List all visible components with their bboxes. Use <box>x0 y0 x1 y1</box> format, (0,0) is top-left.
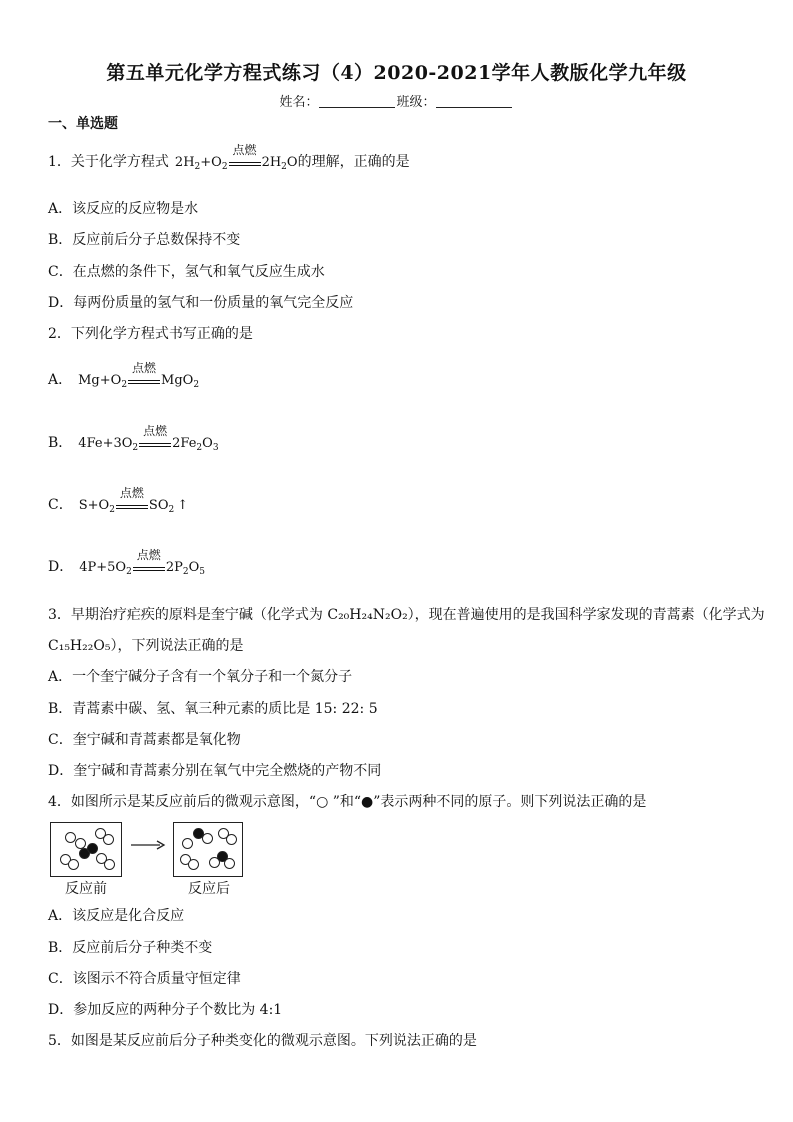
q1-option-a[interactable]: A．该反应的反应物是水 <box>48 201 199 217</box>
q4-option-d[interactable]: D．参加反应的两种分子个数比为 4:1 <box>48 1002 283 1018</box>
q3-stem-line1: 3．早期治疗疟疾的原料是奎宁碱（化学式为 C₂₀H₂₄N₂O₂），现在普遍使用的是我国科学家发现的青蒿素（化学式为 <box>48 607 765 623</box>
class-label: 班级： <box>396 95 436 110</box>
reaction-condition: 点燃 <box>116 498 148 509</box>
q3-stem-line2: C₁₅H₂₂O₅），下列说法正确的是 <box>48 638 244 654</box>
before-reaction-diagram <box>50 822 122 877</box>
reaction-arrow-icon <box>130 838 166 852</box>
reaction-condition: 点燃 <box>133 560 165 571</box>
q5-stem: 5．如图是某反应前后分子种类变化的微观示意图。下列说法正确的是 <box>48 1033 477 1049</box>
name-label: 姓名： <box>279 95 319 110</box>
reaction-condition: 点燃 <box>229 155 261 166</box>
class-blank[interactable] <box>436 95 512 108</box>
q2-option-a[interactable]: A． $Mg+O_2$ 点燃 MgO$_2$ <box>48 361 200 390</box>
page-title: 第五单元化学方程式练习（4）2020-2021学年人教版化学九年级 <box>106 62 687 84</box>
white-atom <box>182 838 193 849</box>
q3-option-b[interactable]: B．青蒿素中碳、氢、氧三种元素的质比是 15: 22: 5 <box>48 701 378 717</box>
reaction-condition: 点燃 <box>139 436 171 447</box>
q1-option-c[interactable]: C．在点燃的条件下，氢气和氧气反应生成水 <box>48 264 325 280</box>
q2-option-c[interactable]: C． $S+O_2$ 点燃 $SO_2$ ↑ <box>48 486 189 515</box>
q1-option-b[interactable]: B．反应前后分子总数保持不变 <box>48 232 241 248</box>
q3-option-a[interactable]: A．一个奎宁碱分子含有一个氧分子和一个氮分子 <box>48 669 353 685</box>
q1-equation: $2H_2+O_2$ 点燃 $2H_2O$ <box>174 143 298 172</box>
after-label: 反应后 <box>188 881 230 897</box>
white-atom <box>202 833 213 844</box>
q3-option-c[interactable]: C．奎宁碱和青蒿素都是氧化物 <box>48 732 241 748</box>
white-atom <box>188 859 199 870</box>
q4-option-c[interactable]: C．该图示不符合质量守恒定律 <box>48 971 241 987</box>
gas-arrow-icon: ↑ <box>177 498 189 513</box>
q4-option-b[interactable]: B．反应前后分子种类不变 <box>48 940 213 956</box>
q4-option-a[interactable]: A．该反应是化合反应 <box>48 908 185 924</box>
section-title: 一、单选题 <box>48 116 118 132</box>
white-atom <box>226 834 237 845</box>
q1-stem: 1．关于化学方程式 $2H_2+O_2$ 点燃 $2H_2O$的理解，正确的是 <box>48 143 410 172</box>
name-blank[interactable] <box>319 95 395 108</box>
white-atom <box>224 858 235 869</box>
black-atom <box>87 843 98 854</box>
q1-option-d[interactable]: D．每两份质量的氢气和一份质量的氧气完全反应 <box>48 295 354 311</box>
reaction-condition: 点燃 <box>128 373 160 384</box>
student-info <box>0 91 793 110</box>
white-atom <box>103 834 114 845</box>
white-atom <box>68 859 79 870</box>
q2-option-b[interactable]: B． $4Fe+3O_2$ 点燃 $2Fe_2O_3$ <box>48 424 219 453</box>
q2-stem: 2．下列化学方程式书写正确的是 <box>48 326 253 342</box>
q3-option-d[interactable]: D．奎宁碱和青蒿素分别在氧气中完全燃烧的产物不同 <box>48 763 382 779</box>
q4-stem: 4．如图所示是某反应前后的微观示意图，“○ ”和“●”表示两种不同的原子。则下列说法正确的是 <box>48 794 647 810</box>
q2-option-d[interactable]: D． $4P+5O_2$ 点燃 $2P_2O_5$ <box>48 548 205 577</box>
after-reaction-diagram <box>173 822 243 877</box>
white-atom <box>104 859 115 870</box>
before-label: 反应前 <box>65 881 107 897</box>
